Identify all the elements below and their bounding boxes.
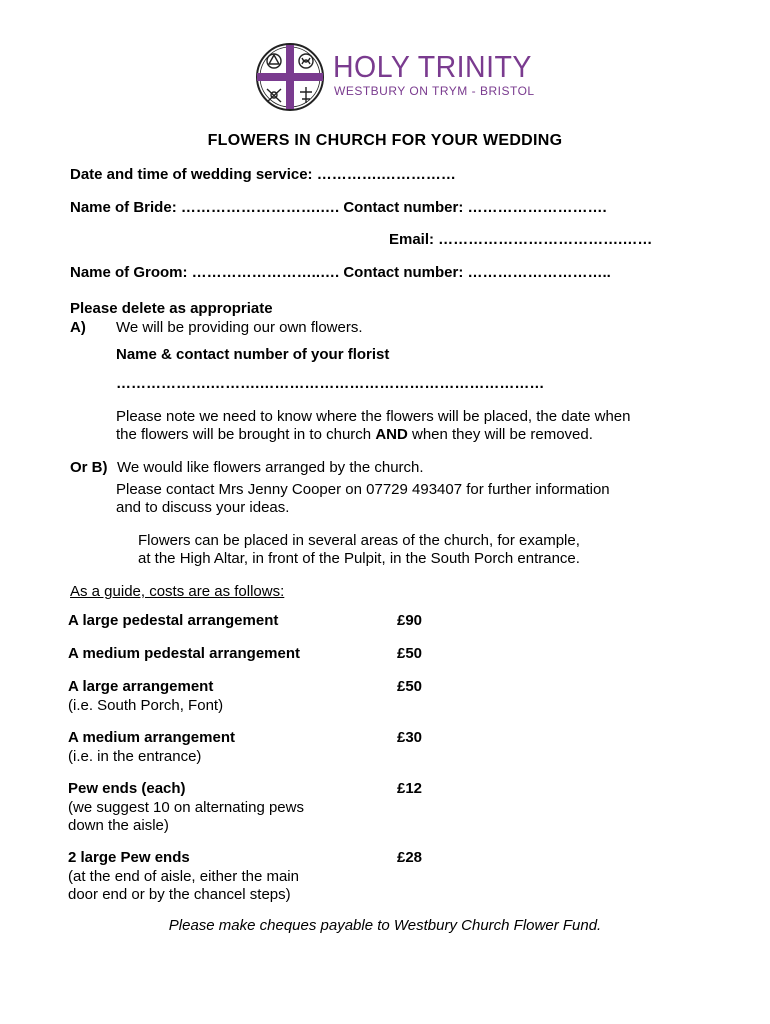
church-logo-icon bbox=[253, 42, 327, 112]
placement-line-2: at the High Altar, in front of the Pulpit, in the South Porch entrance. bbox=[138, 550, 580, 567]
cost-item-detail: door end or by the chancel steps) bbox=[68, 886, 291, 903]
cost-item bbox=[68, 849, 299, 905]
note-line-2-bold: AND bbox=[375, 426, 408, 443]
cost-item bbox=[68, 612, 278, 631]
option-a-label: A) bbox=[70, 319, 86, 336]
cost-item-price: £50 bbox=[397, 678, 423, 695]
options-heading: Please delete as appropriate bbox=[70, 300, 273, 317]
cost-item-detail: (i.e. in the entrance) bbox=[68, 747, 202, 765]
contact-line-2: and to discuss your ideas. bbox=[116, 499, 290, 516]
cost-item-price: £30 bbox=[397, 729, 423, 746]
page-title: FLOWERS IN CHURCH FOR YOUR WEDDING bbox=[207, 132, 563, 149]
cost-item-name: A medium pedestal arrangement bbox=[68, 645, 301, 662]
cost-item-price: £28 bbox=[397, 849, 423, 866]
cost-item bbox=[68, 645, 300, 664]
placement-line-1: Flowers can be placed in several areas of the church, for example, bbox=[138, 532, 580, 549]
cost-item-name: A medium arrangement bbox=[68, 729, 235, 746]
cost-item-name: A large arrangement bbox=[68, 678, 214, 695]
cost-item-price: £12 bbox=[397, 780, 423, 797]
cost-item-detail: down the aisle) bbox=[68, 817, 169, 834]
note-line-2-post: when they will be removed. bbox=[411, 426, 593, 443]
option-b-label: Or B) bbox=[70, 459, 108, 476]
florist-line: ……………….……….………………………………………………… bbox=[116, 375, 545, 392]
cost-item-name: A large pedestal arrangement bbox=[68, 612, 279, 629]
cost-item bbox=[68, 780, 304, 836]
wedding-date-line: Date and time of wedding service: ………….…………… bbox=[70, 166, 456, 183]
note-line-2-pre: the flowers will be brought in to church bbox=[116, 426, 372, 443]
cost-item bbox=[68, 729, 235, 766]
groom-line: Name of Groom: ……………………..…. Contact number: ……………………….. bbox=[70, 264, 611, 281]
note-line-1: Please note we need to know where the flowers will be placed, the date when bbox=[116, 408, 631, 425]
florist-label: Name & contact number of your florist bbox=[116, 346, 390, 363]
option-b-text: We would like flowers arranged by the church. bbox=[117, 459, 424, 476]
cost-item-name: 2 large Pew ends bbox=[68, 849, 190, 866]
church-name: HOLY TRINITY bbox=[333, 49, 532, 84]
cost-item-detail: (at the end of aisle, either the main bbox=[68, 867, 299, 885]
bride-line: Name of Bride: ……………………….…. Contact number: ………………………. bbox=[70, 199, 607, 216]
cost-item-detail: (we suggest 10 on alternating pews bbox=[68, 798, 304, 816]
footer-note: Please make cheques payable to Westbury Church Flower Fund. bbox=[168, 917, 602, 934]
cost-item bbox=[68, 678, 223, 715]
contact-line-1: Please contact Mrs Jenny Cooper on 07729 493407 for further information bbox=[116, 481, 610, 498]
cost-item-price: £90 bbox=[397, 612, 423, 629]
bride-email-line: Email: ……………………………….…… bbox=[389, 231, 653, 248]
cost-item-name: Pew ends (each) bbox=[68, 780, 186, 797]
option-a-text: We will be providing our own flowers. bbox=[116, 319, 363, 336]
note-line-2 bbox=[116, 426, 593, 444]
costs-heading: As a guide, costs are as follows: bbox=[70, 583, 285, 600]
cost-item-price: £50 bbox=[397, 645, 423, 662]
church-location: WESTBURY ON TRYM - BRISTOL bbox=[334, 84, 535, 98]
cost-item-detail: (i.e. South Porch, Font) bbox=[68, 696, 224, 714]
